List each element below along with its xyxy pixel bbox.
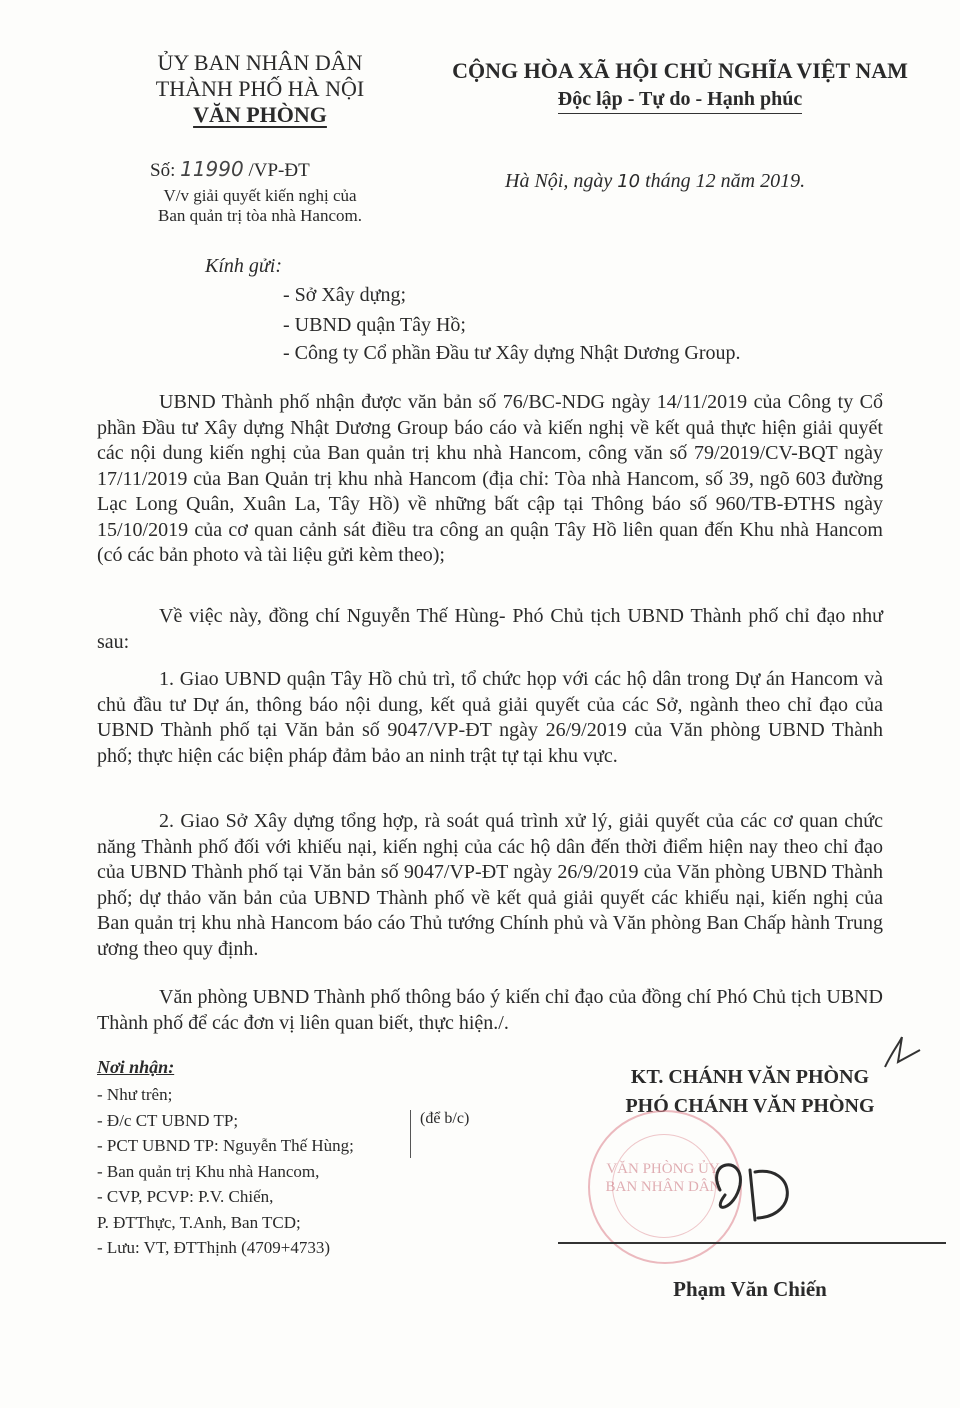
paragraph-text: Về việc này, đồng chí Nguyễn Thế Hùng- Phó Chủ tịch UBND Thành phố chỉ đạo như sau: (97, 605, 883, 653)
subject-line-1: V/v giải quyết kiến nghị của (163, 186, 357, 205)
org-line-1: ỦY BAN NHÂN DÂN (157, 50, 363, 75)
paragraph-text: UBND Thành phố nhận được văn bản số 76/BC-NDG ngày 14/11/2019 của Công ty Cổ phần Đầu tư Xây dựng Nhật Dương Group báo cáo và kiến nghị về kết quả thực hiện giải quyết các nội dung kiến nghị của Ban quản trị khu nhà Hancom, công văn số 79/2019/CV-BQT ngày 17/11/2019 của Ban Quản trị khu nhà Hancom (địa chỉ: Tòa nhà Hancom, số 39, ngõ 603 đường Lạc Long Quân, Xuân La, Tây Hồ) về những bất cập tại Thông báo số 960/TB-ĐTHS ngày 15/10/2019 của cơ quan cảnh sát điều tra công an quận Tây Hồ liên quan đến Khu nhà Hancom (có các bản photo và tài liệu gửi kèm theo); (97, 391, 883, 566)
signature-line-2: PHÓ CHÁNH VĂN PHÒNG (625, 1095, 875, 1117)
doc-number-handwritten: 11990 (180, 157, 244, 181)
distribution-item: - PCT UBND TP: Nguyễn Thế Hùng; (97, 1136, 354, 1155)
distribution-list (97, 1082, 354, 1261)
signer-name: Phạm Văn Chiến (673, 1277, 827, 1301)
distribution-item: - Lưu: VT, ĐTThịnh (4709+4733) (97, 1238, 331, 1257)
signature-rule (558, 1242, 946, 1244)
recipient-item: - Sở Xây dựng; (283, 284, 407, 306)
date-prefix: Hà Nội, ngày (505, 170, 613, 192)
paragraph-text: 1. Giao UBND quận Tây Hồ chủ trì, tổ chức họp với các hộ dân trong Dự án Hancom và chủ đầu tư Dự án, thông báo nội dung, kết quả giải quyết của các Sở, ngành theo chỉ đạo của UBND Thành phố tại Văn bản số 9047/VP-ĐT ngày 26/9/2019 của Văn phòng UBND Thành phố; thực hiện các biện pháp đảm bảo an ninh trật tự tại khu vực. (97, 668, 883, 767)
distribution-item: P. ĐTThực, T.Anh, Ban TCD; (97, 1212, 301, 1232)
issue-date (505, 170, 805, 193)
recipients-label: Kính gửi: (205, 255, 283, 277)
org-department: VĂN PHÒNG (193, 102, 327, 127)
paragraph-text: Văn phòng UBND Thành phố thông báo ý kiến chỉ đạo của đồng chí Phó Chủ tịch UBND Thành phố để các đơn vị liên quan biết, thực hiện./. (97, 986, 883, 1034)
body-paragraph-4 (97, 809, 883, 962)
signature-line-1: KT. CHÁNH VĂN PHÒNG (630, 1066, 870, 1088)
distribution-item: - Đ/c CT UBND TP; (97, 1110, 239, 1130)
initial-mark (880, 1032, 930, 1072)
seal-text: VĂN PHÒNG ỦY BAN NHÂN DÂN (605, 1161, 721, 1195)
motto-text: Độc lập - Tự do - Hạnh phúc (558, 88, 802, 114)
paragraph-text: 2. Giao Sở Xây dựng tổng hợp, rà soát quá trình xử lý, giải quyết của các cơ quan chức năng Thành phố đối với khiếu nại, kiến nghị của các hộ dân đến thời điểm hiện nay theo chỉ đạo của UBND Thành phố tại Văn bản số 9047/VP-ĐT ngày 26/9/2019 của Văn phòng UBND Thành phố; dự thảo văn bản của UBND Thành phố về kết quả giải quyết các khiếu nại, kiến nghị của Ban quản trị khu nhà Hancom báo cáo Thủ tướng Chính phủ và Văn phòng Ban Chấp hành Trung ương theo quy định. (97, 810, 883, 960)
document-number (150, 157, 310, 182)
distribution-item: - Như trên; (97, 1085, 173, 1104)
national-motto (430, 88, 930, 111)
national-title: CỘNG HÒA XÃ HỘI CHỦ NGHĨA VIỆT NAM (452, 58, 908, 83)
doc-number-suffix: /VP-ĐT (248, 160, 310, 181)
recipient-item: - UBND quận Tây Hồ; (283, 314, 466, 336)
issuing-organization (110, 50, 410, 128)
distribution-item: - CVP, PCVP: P.V. Chiến, (97, 1187, 274, 1206)
body-paragraph-1 (97, 390, 883, 569)
body-paragraph-3 (97, 667, 883, 769)
distribution-label: Nơi nhận: (97, 1057, 175, 1077)
distribution-item: - Ban quản trị Khu nhà Hancom, (97, 1161, 320, 1181)
doc-number-prefix: Số: (150, 160, 176, 181)
document-subject (110, 186, 410, 226)
body-paragraph-2 (97, 604, 883, 655)
org-line-2: THÀNH PHỐ HÀ NỘI (155, 76, 365, 101)
recipient-item: - Công ty Cổ phần Đầu tư Xây dựng Nhật Dương Group. (283, 342, 741, 364)
report-note: (để b/c) (420, 1110, 470, 1127)
body-paragraph-5 (97, 985, 883, 1036)
subject-line-2: Ban quản trị tòa nhà Hancom. (158, 206, 362, 225)
date-rest: tháng 12 năm 2019. (645, 170, 806, 192)
date-day-handwritten: 10 (617, 171, 641, 192)
handwritten-signature (700, 1150, 810, 1230)
